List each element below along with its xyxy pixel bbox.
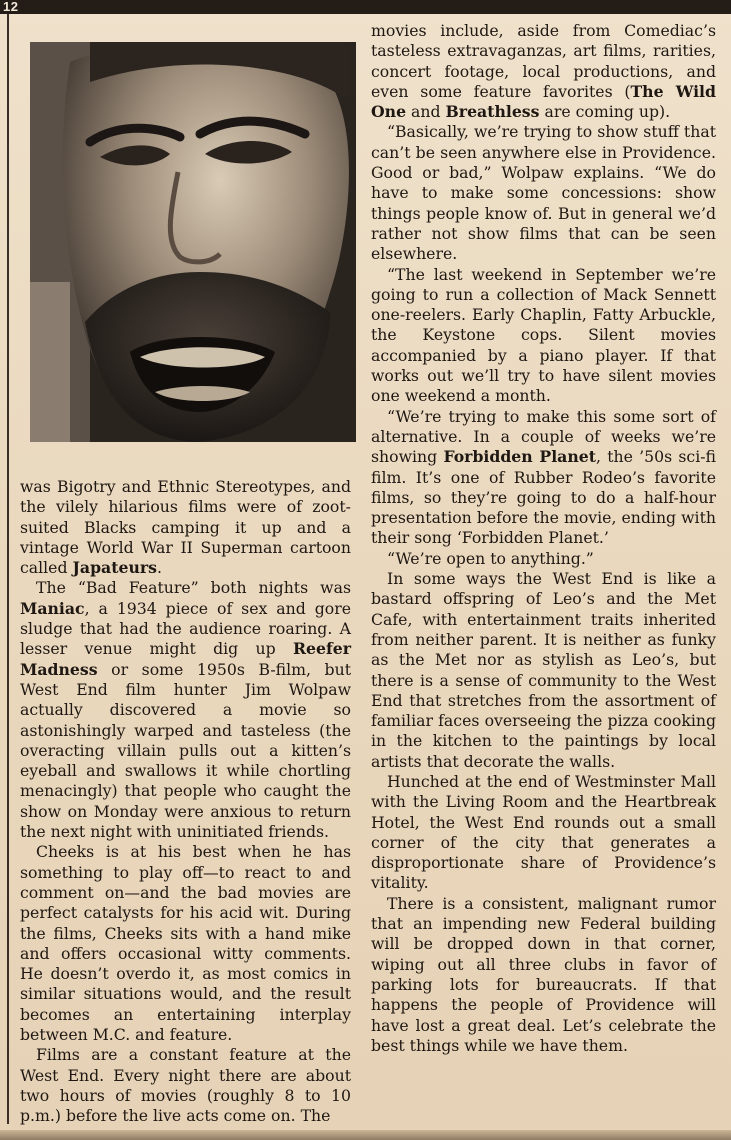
text-run: , a 1934 piece of sex and gore sludge that had the audience roaring. A lesser venue might dig up [20, 598, 351, 659]
text-run: or some 1950s B-film, but West End film hunter Jim Wolpaw actually discovered a movie so astonishingly warped and tasteless (the overacting villain pulls out a kitten’s eyeball and swallows it while chortling menacingly) that people who caught the show on Monday were anxious to return the next night with uninitiated friends. [20, 659, 351, 842]
film-title: Breathless [445, 102, 540, 122]
page-bottom-edge [0, 1130, 731, 1140]
film-title: Japateurs [72, 558, 157, 578]
film-title: Forbidden Planet [443, 447, 596, 467]
paragraph: Films are a constant feature at the West End. Every night there are about two hours of movies (roughly 8 to 10 p.m.) before the live acts come on. The [20, 1045, 351, 1126]
text-run: are coming up). [539, 102, 671, 122]
text-run: movies include, aside from Comediac’s tasteless extravaganzas, art films, rarities, concert footage, local productions, and even some feature favorites ( [371, 21, 716, 101]
paragraph: “The last weekend in September we’re going to run a collection of Mack Sennett one-reelers. Early Chaplin, Fatty Arbuckle, the Keystone cops. Silent movies accompanied by a piano player. If that works out we’ll try to have silent movies one weekend a month. [371, 264, 716, 406]
column-rule [7, 14, 9, 1124]
paragraph [371, 407, 716, 549]
film-title: Reefer Madness [20, 639, 351, 679]
film-title: Maniac [20, 598, 85, 618]
paragraph [371, 21, 716, 122]
text-run: and [406, 102, 446, 122]
paragraph [20, 477, 351, 578]
text-run: “We’re trying to make this some sort of alternative. In a couple of weeks we’re showing [371, 406, 716, 467]
right-text-column [371, 21, 716, 1056]
page-number: 12 [3, 0, 19, 14]
text-run: was Bigotry and Ethnic Stereotypes, and the vilely hilarious films were of zoot-suited Blacks camping it up and a vintage World War II Superman cartoon called [20, 477, 351, 578]
paragraph: “We’re open to anything.” [387, 548, 594, 568]
paragraph: Hunched at the end of Westminster Mall with the Living Room and the Heartbreak Hotel, the West End rounds out a small corner of the city that generates a disproportionate share of Providence’s vitality. [371, 771, 716, 893]
text-run: . [156, 558, 162, 578]
paragraph: There is a consistent, malignant rumor that an impending new Federal building will be dropped down in that corner, wiping out all three clubs in favor of parking lots for bureaucrats. If that happens the people of Providence will have lost a great deal. Let’s celebrate the best things while we have them. [371, 893, 716, 1055]
paragraph: In some ways the West End is like a bastard offspring of Leo’s and the Met Cafe, with entertainment traits inherited from neither parent. It is neither as funky as the Met nor as stylish as Leo’s, but there is a sense of community to the West End that stretches from the assortment of familiar faces overseeing the pizza cooking in the kitchen to the paintings by local artists that decorate the walls. [371, 569, 716, 771]
paragraph: Cheeks is at his best when he has something to play off—to react to and comment on—and the bad movies are perfect catalysts for his acid wit. During the films, Cheeks sits with a hand mike and offers occasional witty comments. He doesn’t overdo it, as most comics in similar situations would, and the result becomes an entertaining interplay between M.C. and feature. [20, 842, 351, 1045]
paragraph: “Basically, we’re trying to show stuff that can’t be seen anywhere else in Providence. Good or bad,” Wolpaw explains. “We do have to make some concessions: show things people know of. But in general we’d rather not show films that can be seen elsewhere. [371, 122, 716, 264]
text-run: The “Bad Feature” both nights was [36, 578, 351, 598]
film-title: The Wild One [371, 81, 716, 122]
portrait-photo-image [30, 42, 356, 442]
paragraph [20, 578, 351, 842]
text-run: , the ’50s sci-fi film. It’s one of Rubber Rodeo’s favorite films, so they’re going to do a half-hour presentation before the movie, ending with their song ‘Forbidden Planet.’ [371, 447, 716, 548]
portrait-photo [30, 42, 356, 442]
page-header-strip [0, 0, 731, 14]
left-text-column [20, 477, 351, 1127]
